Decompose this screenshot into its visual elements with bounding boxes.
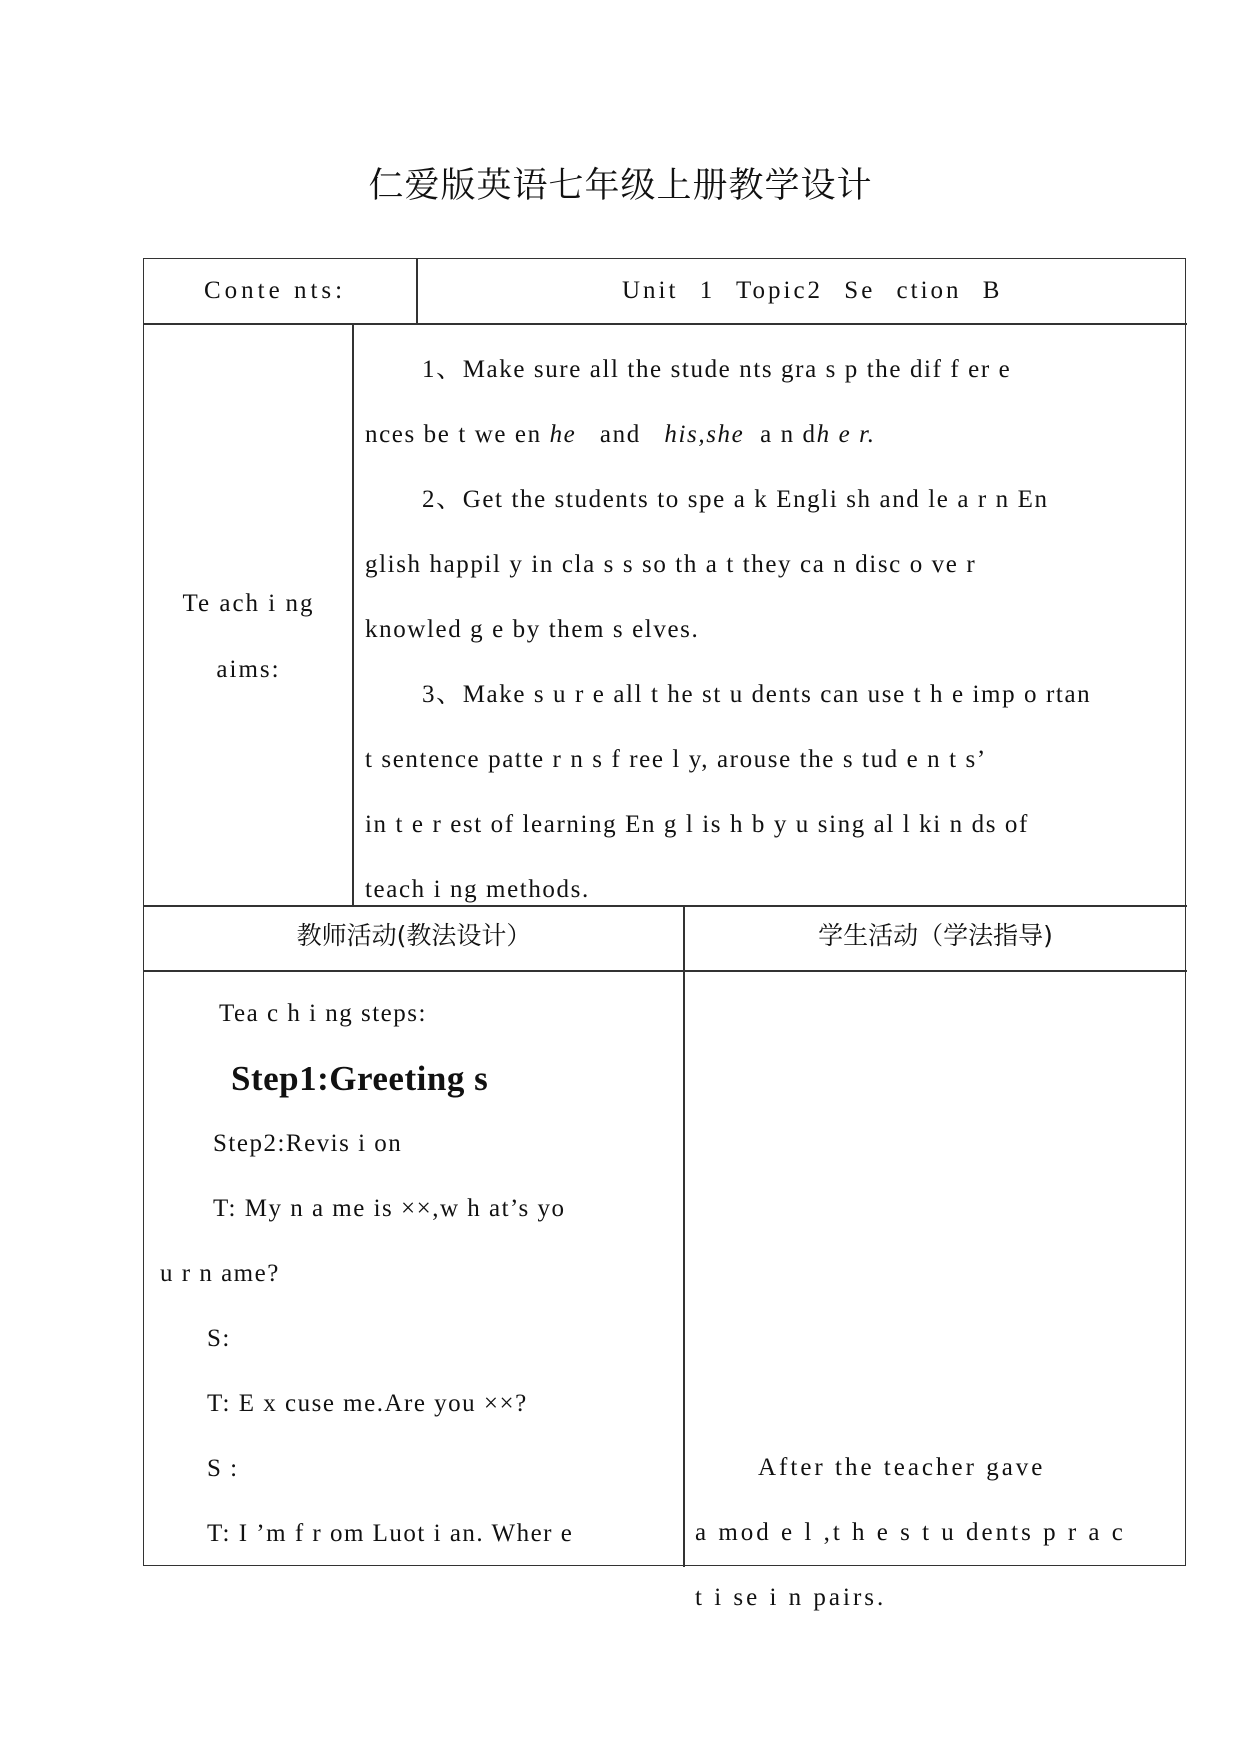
step1-heading: Step1:Greeting s <box>231 1059 489 1098</box>
aims-line: glish happil y in cla s s so th a t they ca n disc o ve r <box>365 551 977 578</box>
aims-line: teach i ng methods. <box>365 876 590 903</box>
document-title: 仁爱版英语七年级上册教学设计 <box>368 166 873 206</box>
pronoun-he: he <box>549 421 577 448</box>
conjunction-and-2: a n d <box>760 421 817 448</box>
aims-line <box>365 402 1173 467</box>
dialog-line: S: <box>207 1325 231 1352</box>
student-activity-header: 学生活动（学法指导) <box>818 921 1053 950</box>
dialog-line: T: My n a me is ××,w h at’s yo <box>213 1195 566 1222</box>
dialog-line: T: E x cuse me.Are you ××? <box>207 1390 528 1417</box>
aims-line: t sentence patte r n s f ree l y, arouse the s tud e n t s’ <box>365 746 987 773</box>
column-divider <box>416 259 418 323</box>
dialog-line: S : <box>207 1455 239 1482</box>
aims-line: knowled g e by them s elves. <box>365 616 700 643</box>
student-activity-line: a mod e l ,t h e s t u dents p r a c <box>695 1519 1126 1546</box>
aims-text: nces be t we en <box>365 421 550 448</box>
teaching-aims-label <box>144 571 353 703</box>
teaching-steps-label: Tea c h i ng steps: <box>219 1000 427 1027</box>
dialog-line: T: I ’m f r om Luot i an. Wher e <box>207 1520 574 1547</box>
row-divider <box>144 323 1187 325</box>
dialog-line: u r n ame? <box>160 1260 280 1287</box>
teaching-aims-body <box>365 337 1173 922</box>
aims-line: 3、Make s u r e all t he st u dents can use t h e imp o rtan <box>422 681 1092 708</box>
teacher-activity-header: 教师活动(教法设计） <box>296 921 532 950</box>
aims-line: in t e r est of learning En g l is h b y u sing al l ki n ds of <box>365 811 1029 838</box>
conjunction-and: and <box>599 421 641 448</box>
pronoun-his: his, <box>664 421 707 448</box>
contents-label: Conte nts: <box>204 277 347 304</box>
dialog-line: Step2:Revis i on <box>213 1130 403 1157</box>
row-divider <box>144 970 1187 972</box>
aims-label-line: Te ach i ng <box>182 590 315 617</box>
lesson-plan-table <box>143 258 1186 1611</box>
student-activity-cell <box>695 1435 1183 1630</box>
aims-label-line: aims: <box>216 656 281 683</box>
aims-line: 2、Get the students to spe a k Engli sh and le a r n En <box>422 486 1049 513</box>
student-activity-line: t i se i n pairs. <box>695 1584 887 1611</box>
pronoun-her: h e r. <box>816 421 876 448</box>
teacher-activity-cell <box>144 981 684 1566</box>
aims-line: 1、Make sure all the stude nts gra s p the dif f er e <box>422 356 1012 383</box>
student-activity-line: After the teacher gave <box>758 1454 1046 1481</box>
pronoun-she: she <box>706 421 745 448</box>
unit-value: Unit 1 Topic2 Se ction B <box>622 277 1003 304</box>
